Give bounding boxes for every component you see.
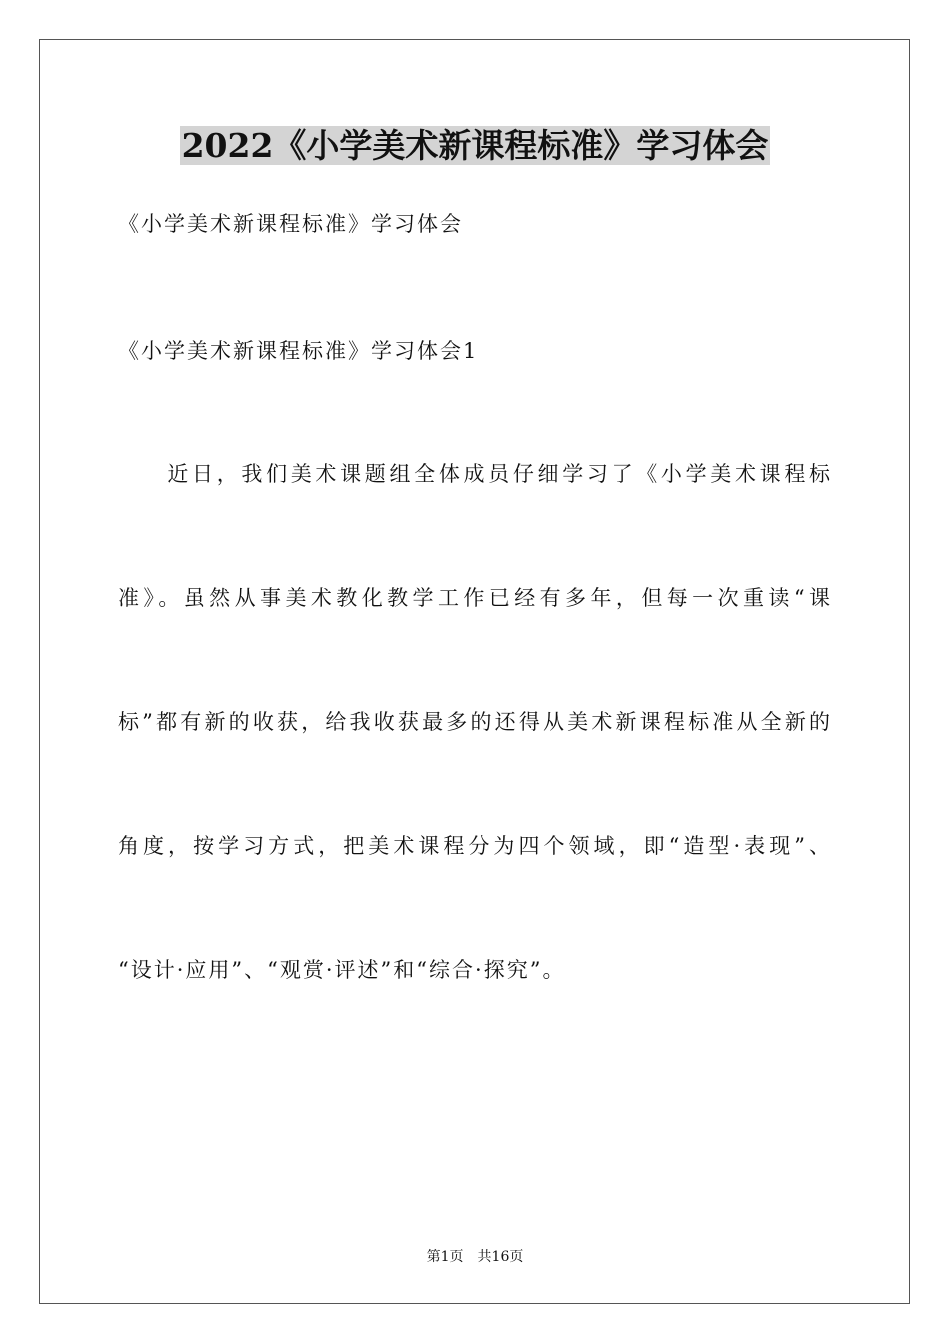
document-title-text: 2022《小学美术新课程标准》学习体会 xyxy=(181,126,769,165)
paragraph-line-2: 准》。虽然从事美术教化教学工作已经有多年，但每一次重读“课 xyxy=(118,586,832,610)
paragraph-line-1: 近日，我们美术课题组全体成员仔细学习了《小学美术课程标 xyxy=(118,462,832,486)
paragraph-line-4: 角度，按学习方式，把美术课程分为四个领域，即“造型·表现”、 xyxy=(118,834,832,858)
section-heading: 《小学美术新课程标准》学习体会1 xyxy=(118,339,479,363)
paragraph-line-3: 标”都有新的收获，给我收获最多的还得从美术新课程标准从全新的 xyxy=(118,710,832,734)
paragraph-line-5: “设计·应用”、“观赏·评述”和“综合·探究”。 xyxy=(118,958,566,982)
page-footer: 第1页 共16页 xyxy=(426,1249,524,1265)
document-subtitle: 《小学美术新课程标准》学习体会 xyxy=(118,212,463,236)
document-title xyxy=(0,124,950,168)
